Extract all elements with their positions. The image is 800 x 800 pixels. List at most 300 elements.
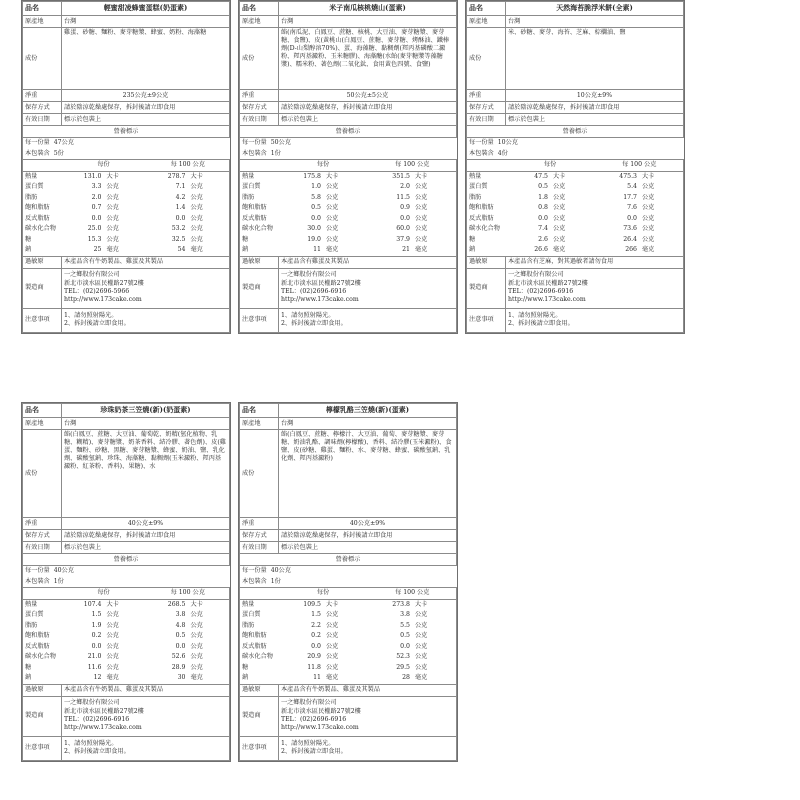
nutrient-name: 糖 [240,235,279,246]
nutrient-name: 反式脂肪 [240,214,279,225]
storage-value: 請於陰涼乾燥處保存，拆封後請立即食用 [279,102,457,114]
nutrient-per-serving: 26.6 [506,245,551,256]
nutrient-row [467,245,684,256]
nutrient-name: 糖 [23,663,62,674]
manufacturer-company: 一之鄉股份有限公司 [281,271,337,279]
nutrient-per-100g: 0.5 [400,632,410,640]
nutrient-row [467,224,684,235]
manufacturer-address: 新北市淡水區民權路27號2樓 [281,707,361,715]
manufacturer-label: 製造商 [23,696,62,736]
nutrient-name: 蛋白質 [240,182,279,193]
manufacturer-address: 新北市淡水區民權路27號2樓 [64,279,144,287]
servings-value: 1份 [53,577,64,585]
nutrient-name: 糖 [23,235,62,246]
nutrient-per-serving: 21.0 [87,653,102,661]
ingredients-value: 餡(南瓜泥、白鳳豆、蔗糖、核桃、大豆油、麥芽糖漿、麥芽糖、食鹽)、皮(黃桃山(白鳳豆、蔗糖、麥芽糖、烤酥油、鐵棒劑(D-山梨醇溶70%)、蛋、海藻糖、黏稠劑(羥丙基磷酸二澱粉、羥丙基澱粉、玉米糖膠)、海藻醣(水飴(麥芽糖漿等藻糖漿)、糯米粉、著色劑(二氧化鈦、食用黃色四號、食鹽) [279,28,457,90]
per-serving-header: 每份 [506,160,595,172]
net-weight-label: 淨重 [23,90,62,102]
allergen-value: 本產品含有牛奶製品、雞蛋及其製品 [279,684,457,696]
nutrition-title: 營養標示 [23,554,230,566]
nutrient-per-100g: 30 [146,673,188,684]
nutrient-row [23,214,230,225]
nutrient-row [240,631,457,642]
manufacturer-website: http://www.173cake.com [281,296,359,304]
nutrient-row [240,642,457,653]
nutrient-row [23,673,230,684]
nutrient-per-100g: 21 [368,245,413,256]
nutrient-unit: 公克 [326,653,339,661]
nutrient-row [23,642,230,653]
nutrient-name: 反式脂肪 [467,214,506,225]
notes-line-2: 2、拆封後請立即食用。 [281,320,347,327]
nutrient-name: 鈉 [240,673,279,684]
nutrient-row [240,182,457,193]
nutrient-per-100g: 4.8 [175,621,186,629]
nutrient-per-100g: 28.9 [171,663,186,671]
serving-size-value: 47公克 [53,139,74,147]
nutrient-per-serving: 0.0 [91,214,102,222]
origin-value: 台灣 [279,418,457,430]
nutrient-unit: 公克 [106,225,119,233]
nutrient-unit-100g: 公克 [412,235,457,246]
nutrient-unit-100g: 毫克 [188,245,230,256]
nutrient-row [240,224,457,235]
nutrient-per-serving: 5.8 [311,193,321,201]
nutrition-title: 營養標示 [23,126,230,138]
net-weight-value: 235公克±9公克 [62,90,230,102]
nutrient-name: 反式脂肪 [23,214,62,225]
nutrient-per-100g: 2.0 [400,183,410,191]
nutrient-unit-100g: 大卡 [188,171,230,182]
origin-label: 原產地 [23,16,62,28]
nutrient-per-serving: 7.4 [538,225,548,233]
nutrient-per-serving: 1.0 [311,183,321,191]
nutrient-per-serving: 109.5 [303,600,321,608]
nutrient-per-serving: 1.5 [91,611,102,619]
nutrient-row [23,663,230,674]
ingredients-label: 成份 [467,28,506,90]
serving-size-label: 每一份量 [242,567,267,575]
nutrient-per-serving: 3.3 [91,183,102,191]
nutrient-unit-100g: 公克 [412,631,457,642]
nutrient-name: 飽和脂肪 [23,631,62,642]
nutrient-row [23,631,230,642]
storage-value: 請於陰涼乾燥處保存，拆封後請立即食用 [279,530,457,542]
manufacturer-address: 新北市淡水區民權路27號2樓 [281,279,361,287]
nutrient-row [240,663,457,674]
nutrient-name: 糖 [240,663,279,674]
nutrient-per-100g: 28 [368,673,413,684]
nutrient-unit: 公克 [106,653,119,661]
servings-label: 本包裝含 [242,577,267,585]
nutrient-name: 反式脂肪 [240,642,279,653]
nutrient-per-serving: 0.2 [311,632,321,640]
origin-label: 原產地 [467,16,506,28]
nutrient-per-serving: 0.5 [538,183,548,191]
nutrient-per-serving: 47.5 [534,172,548,180]
notes-line-2: 2、拆封後請立即食用。 [64,320,130,327]
nutrient-unit: 大卡 [553,172,566,180]
nutrient-per-100g: 0.0 [175,214,186,222]
manufacturer-info [506,268,684,308]
servings-label: 本包裝含 [25,149,50,157]
nutrient-per-serving: 2.2 [311,621,321,629]
nutrient-name: 飽和脂肪 [240,203,279,214]
nutrient-per-serving: 0.7 [91,204,102,212]
origin-value: 台灣 [506,16,684,28]
manufacturer-info [279,268,457,308]
nutrient-unit-100g: 毫克 [412,245,457,256]
nutrient-per-100g: 3.8 [175,611,186,619]
nutrient-per-serving: 1.8 [538,193,548,201]
allergen-value: 本產品含有牛奶製品、雞蛋及其製品 [62,684,230,696]
nutrient-per-serving: 131.0 [83,172,102,180]
nutrition-title: 營養標示 [240,126,457,138]
nutrient-unit-100g: 公克 [188,642,230,653]
nutrient-row [240,171,457,182]
net-weight-label: 淨重 [23,518,62,530]
nutrient-unit: 毫克 [323,673,368,684]
nutrient-per-100g: 475.3 [619,172,637,180]
nutrient-name: 熱量 [240,171,279,182]
notes-line-1: 1、請勿照射陽光。 [281,739,335,747]
nutrient-unit-100g: 公克 [412,193,457,204]
net-weight-value: 40公克±9% [62,518,230,530]
nutrient-row [467,171,684,182]
origin-value: 台灣 [62,16,230,28]
allergen-value: 本產品含有雞蛋及其製品 [279,256,457,268]
nutrient-row [23,599,230,610]
nutrient-per-serving: 0.0 [538,214,548,222]
nutrient-name: 脂肪 [240,193,279,204]
name-label: 品名 [467,2,506,16]
nutrient-name: 蛋白質 [23,182,62,193]
nutrient-name: 鈉 [240,245,279,256]
nutrient-row [240,214,457,225]
notes-value [506,308,684,332]
nutrient-row [240,193,457,204]
nutrient-row [23,193,230,204]
name-label: 品名 [23,404,62,418]
nutrient-unit-100g: 大卡 [639,171,684,182]
nutrient-per-100g: 26.4 [623,235,637,243]
nutrient-unit: 公克 [326,225,339,233]
servings-value: 5份 [53,149,64,157]
nutrient-per-100g: 5.5 [400,621,410,629]
nutrient-per-serving: 19.0 [307,235,321,243]
nutrient-row [23,245,230,256]
name-label: 品名 [240,2,279,16]
nutrition-title: 營養標示 [467,126,684,138]
expiry-label: 有效日期 [467,114,506,126]
manufacturer-website: http://www.173cake.com [64,296,142,304]
nutrient-unit-100g: 毫克 [412,673,457,684]
nutrient-unit-100g: 公克 [188,214,230,225]
nutrient-unit-100g: 公克 [188,621,230,632]
nutrient-row [23,610,230,621]
servings-label: 本包裝含 [25,577,50,585]
notes-line-2: 2、拆封後請立即食用。 [281,748,347,755]
nutrient-unit: 公克 [326,204,339,212]
nutrient-per-100g: 273.8 [392,600,410,608]
nutrient-per-serving: 107.4 [83,600,102,608]
notes-line-2: 2、拆封後請立即食用。 [508,320,574,327]
nutrient-unit: 公克 [553,235,566,243]
manufacturer-info [62,696,230,736]
product-label-panel-5 [238,402,458,762]
nutrient-name: 鈉 [467,245,506,256]
manufacturer-phone: TEL：(02)2696-6916 [281,716,347,723]
notes-value [279,736,457,760]
nutrient-unit: 公克 [553,204,566,212]
nutrient-unit: 公克 [106,214,119,222]
nutrient-name: 蛋白質 [467,182,506,193]
nutrient-per-100g: 268.5 [167,600,186,608]
nutrient-row [23,182,230,193]
nutrient-row [240,621,457,632]
serving-size-value: 50公克 [270,139,291,147]
nutrient-per-serving: 0.2 [91,632,102,640]
allergen-value: 本產品含有芝麻，對其過敏者請勿食用 [506,256,684,268]
origin-value: 台灣 [279,16,457,28]
nutrient-unit: 公克 [553,225,566,233]
nutrient-unit: 公克 [106,611,119,619]
nutrient-unit: 公克 [553,214,566,222]
nutrient-row [240,652,457,663]
nutrient-unit: 公克 [326,632,339,640]
nutrient-row [467,235,684,246]
product-name: 珍珠奶茶三笠燒(新)(奶蛋素) [62,404,230,418]
serving-size-value: 40公克 [53,567,74,575]
notes-value [62,308,230,332]
nutrient-unit-100g: 公克 [412,203,457,214]
manufacturer-website: http://www.173cake.com [281,724,359,732]
storage-value: 請於陰涼乾燥處保存，拆封後請立即食用 [62,530,230,542]
nutrient-name: 蛋白質 [23,610,62,621]
nutrient-per-100g: 11.5 [396,193,410,201]
expiry-label: 有效日期 [240,114,279,126]
nutrient-name: 碳水化合物 [23,652,62,663]
serving-size-value: 40公克 [270,567,291,575]
serving-size-label: 每一份量 [242,139,267,147]
per-100g-header: 每 100 公克 [595,160,684,172]
product-name: 檸檬乳酪三笠燒(新)(蛋素) [279,404,457,418]
nutrient-row [23,224,230,235]
nutrient-per-100g: 278.7 [167,172,186,180]
nutrient-unit: 大卡 [326,600,339,608]
serving-size-label: 每一份量 [25,567,50,575]
manufacturer-phone: TEL：(02)2696-6916 [64,716,130,723]
allergen-label: 過敏原 [240,684,279,696]
nutrient-row [240,610,457,621]
nutrient-name: 鈉 [23,245,62,256]
servings-label: 本包裝含 [469,149,494,157]
nutrient-unit: 公克 [106,183,119,191]
nutrient-per-100g: 0.0 [400,214,410,222]
nutrient-unit-100g: 公克 [188,610,230,621]
nutrient-unit-100g: 公克 [639,214,684,225]
manufacturer-info [279,696,457,736]
nutrient-unit-100g: 公克 [412,621,457,632]
nutrient-row [240,245,457,256]
allergen-label: 過敏原 [23,684,62,696]
manufacturer-company: 一之鄉股份有限公司 [64,699,120,707]
nutrient-per-serving: 0.5 [311,204,321,212]
name-label: 品名 [23,2,62,16]
nutrient-unit-100g: 公克 [188,203,230,214]
nutrient-name: 碳水化合物 [467,224,506,235]
ingredients-label: 成份 [240,28,279,90]
notes-value [279,308,457,332]
nutrient-per-serving: 1.9 [91,621,102,629]
nutrient-name: 熱量 [23,171,62,182]
nutrient-per-serving: 15.3 [87,235,102,243]
origin-label: 原產地 [23,418,62,430]
product-name: 輕蜜甜凌蜂蜜蛋糕(奶蛋素) [62,2,230,16]
nutrient-row [467,182,684,193]
nutrient-row [240,235,457,246]
nutrient-row [23,621,230,632]
per-100g-header: 每 100 公克 [146,588,230,600]
notes-value [62,736,230,760]
product-label-panel-1 [21,0,231,334]
per-serving-header: 每份 [62,588,146,600]
nutrient-per-100g: 29.5 [396,663,410,671]
manufacturer-label: 製造商 [240,696,279,736]
net-weight-value: 10公克±9% [506,90,684,102]
nutrient-row [23,235,230,246]
serving-size-label: 每一份量 [469,139,494,147]
nutrient-unit: 公克 [326,183,339,191]
ingredients-label: 成份 [240,430,279,518]
nutrient-per-100g: 266 [595,245,640,256]
nutrient-unit: 公克 [326,611,339,619]
nutrient-name: 脂肪 [23,193,62,204]
nutrient-unit: 公克 [326,193,339,201]
nutrient-per-100g: 54 [146,245,188,256]
manufacturer-phone: TEL：(02)2696-6916 [508,288,574,295]
manufacturer-company: 一之鄉股份有限公司 [64,271,120,279]
manufacturer-label: 製造商 [240,268,279,308]
manufacturer-label: 製造商 [467,268,506,308]
nutrient-unit: 公克 [106,632,119,640]
nutrient-unit: 公克 [106,642,119,650]
nutrient-unit-100g: 公克 [639,193,684,204]
nutrient-unit: 公克 [106,663,119,671]
nutrient-per-serving: 0.8 [538,204,548,212]
nutrient-per-100g: 73.6 [623,225,637,233]
nutrient-per-100g: 5.4 [627,183,637,191]
nutrient-unit-100g: 大卡 [412,171,457,182]
nutrient-unit-100g: 公克 [412,663,457,674]
manufacturer-phone: TEL：(02)2696-6916 [281,288,347,295]
name-label: 品名 [240,404,279,418]
nutrient-per-serving: 20.9 [307,653,321,661]
allergen-label: 過敏原 [23,256,62,268]
nutrient-row [467,203,684,214]
notes-line-1: 1、請勿照射陽光。 [508,311,562,319]
nutrient-unit: 大卡 [106,600,119,608]
servings-label: 本包裝含 [242,149,267,157]
nutrient-per-100g: 0.9 [400,204,410,212]
manufacturer-label: 製造商 [23,268,62,308]
product-name: 天然海苔脆浮米餅(全素) [506,2,684,16]
notes-label: 注意事項 [23,736,62,760]
nutrient-per-serving: 11 [279,673,324,684]
servings-value: 1份 [270,149,281,157]
nutrient-per-100g: 1.4 [175,204,186,212]
nutrient-unit-100g: 公克 [188,663,230,674]
notes-label: 注意事項 [23,308,62,332]
nutrient-row [23,171,230,182]
nutrient-unit-100g: 公克 [188,652,230,663]
nutrient-per-100g: 52.6 [171,653,186,661]
nutrient-row [240,673,457,684]
nutrient-unit-100g: 公克 [188,193,230,204]
per-100g-header: 每 100 公克 [368,588,457,600]
nutrient-per-serving: 2.0 [91,193,102,201]
nutrient-per-100g: 4.2 [175,193,186,201]
nutrient-per-serving: 30.0 [307,225,321,233]
nutrient-row [23,203,230,214]
ingredients-value: 雞蛋、砂糖、麵粉、麥芽糖漿、蜂蜜、奶粉、海藻糖 [62,28,230,90]
nutrient-per-serving: 25 [62,245,104,256]
per-serving-header: 每份 [62,160,146,172]
origin-label: 原產地 [240,16,279,28]
nutrient-per-serving: 12 [62,673,104,684]
manufacturer-info [62,268,230,308]
nutrient-row [23,652,230,663]
nutrient-per-100g: 52.3 [396,653,410,661]
storage-label: 保存方式 [23,530,62,542]
allergen-value: 本產品含有牛奶製品、雞蛋及其製品 [62,256,230,268]
serving-size-label: 每一份量 [25,139,50,147]
notes-line-1: 1、請勿照射陽光。 [64,739,118,747]
nutrient-name: 飽和脂肪 [240,631,279,642]
storage-label: 保存方式 [23,102,62,114]
ingredients-value: 米、砂糖、麥芽、海苔、芝麻、棕櫚油、鹽 [506,28,684,90]
nutrient-name: 反式脂肪 [23,642,62,653]
net-weight-label: 淨重 [467,90,506,102]
nutrient-unit-100g: 公克 [188,182,230,193]
nutrient-unit-100g: 公克 [188,235,230,246]
nutrient-per-100g: 0.0 [627,214,637,222]
origin-label: 原產地 [240,418,279,430]
allergen-label: 過敏原 [467,256,506,268]
nutrient-name: 碳水化合物 [240,652,279,663]
nutrient-unit: 公克 [106,621,119,629]
manufacturer-phone: TEL：(02)2696-5966 [64,288,130,295]
storage-label: 保存方式 [467,102,506,114]
nutrient-unit: 公克 [326,621,339,629]
nutrient-unit: 公克 [106,235,119,243]
nutrient-name: 糖 [467,235,506,246]
nutrient-unit: 毫克 [104,673,146,684]
ingredients-value: 餡(白鳳豆、蔗糖、檸檬汁、大豆油、葡萄、麥芽糖漿、麥芽糖、奶油乳酪、調味劑(檸檬酸)、香料、結冷膠(玉米澱粉)、食鹽、皮(砂糖、雞蛋、麵粉、水、麥芽糖、蜂蜜、碳酸氫鈉、乳化劑、羥丙基澱粉) [279,430,457,518]
nutrient-per-100g: 17.7 [623,193,637,201]
nutrient-name: 蛋白質 [240,610,279,621]
nutrient-name: 脂肪 [23,621,62,632]
nutrient-per-100g: 0.5 [175,632,186,640]
nutrient-unit-100g: 公克 [412,182,457,193]
serving-size-value: 10公克 [497,139,518,147]
nutrient-per-100g: 351.5 [392,172,410,180]
nutrition-title: 營養標示 [240,554,457,566]
nutrient-unit-100g: 公克 [188,631,230,642]
nutrient-unit-100g: 公克 [412,610,457,621]
net-weight-label: 淨重 [240,90,279,102]
product-name: 米子南瓜核桃燒山(蛋素) [279,2,457,16]
